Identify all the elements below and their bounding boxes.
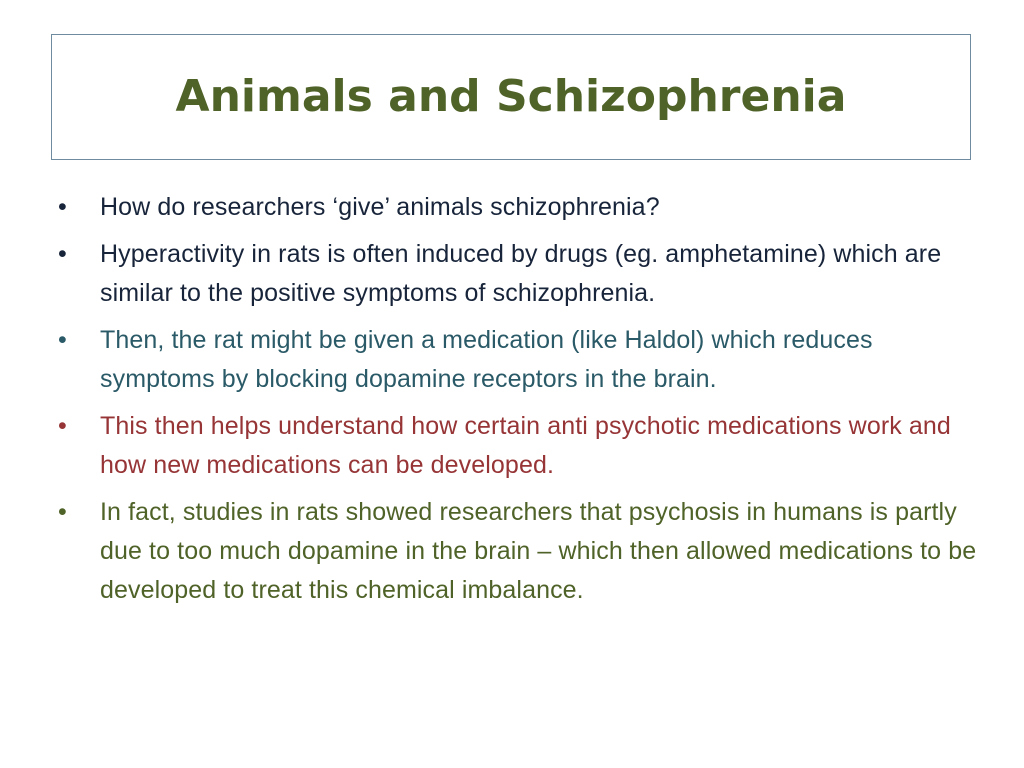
bullet-item-1 [58, 188, 978, 227]
bullet-item-2 [58, 235, 978, 313]
bullet-dot: • [58, 498, 67, 526]
bullet-list [58, 188, 978, 618]
bullet-text: This then helps understand how certain anti psychotic medications work and how new medications can be developed. [100, 412, 951, 479]
bullet-dot: • [58, 326, 67, 354]
bullet-text: In fact, studies in rats showed researchers that psychosis in humans is partly due to too much dopamine in the brain – which then allowed medications to be developed to treat this chemical imbalance. [100, 498, 977, 604]
slide-title: Animals and Schizophrenia [175, 71, 847, 122]
bullet-text: Then, the rat might be given a medication (like Haldol) which reduces symptoms by blocking dopamine receptors in the brain. [100, 326, 873, 393]
bullet-text: Hyperactivity in rats is often induced by drugs (eg. amphetamine) which are similar to the positive symptoms of schizophrenia. [100, 240, 942, 307]
bullet-dot: • [58, 193, 67, 221]
bullet-dot: • [58, 240, 67, 268]
bullet-dot: • [58, 412, 67, 440]
bullet-item-3 [58, 321, 978, 399]
title-box [51, 34, 971, 160]
bullet-item-5 [58, 493, 978, 610]
bullet-item-4 [58, 407, 978, 485]
bullet-text: How do researchers ‘give’ animals schizophrenia? [100, 193, 660, 221]
